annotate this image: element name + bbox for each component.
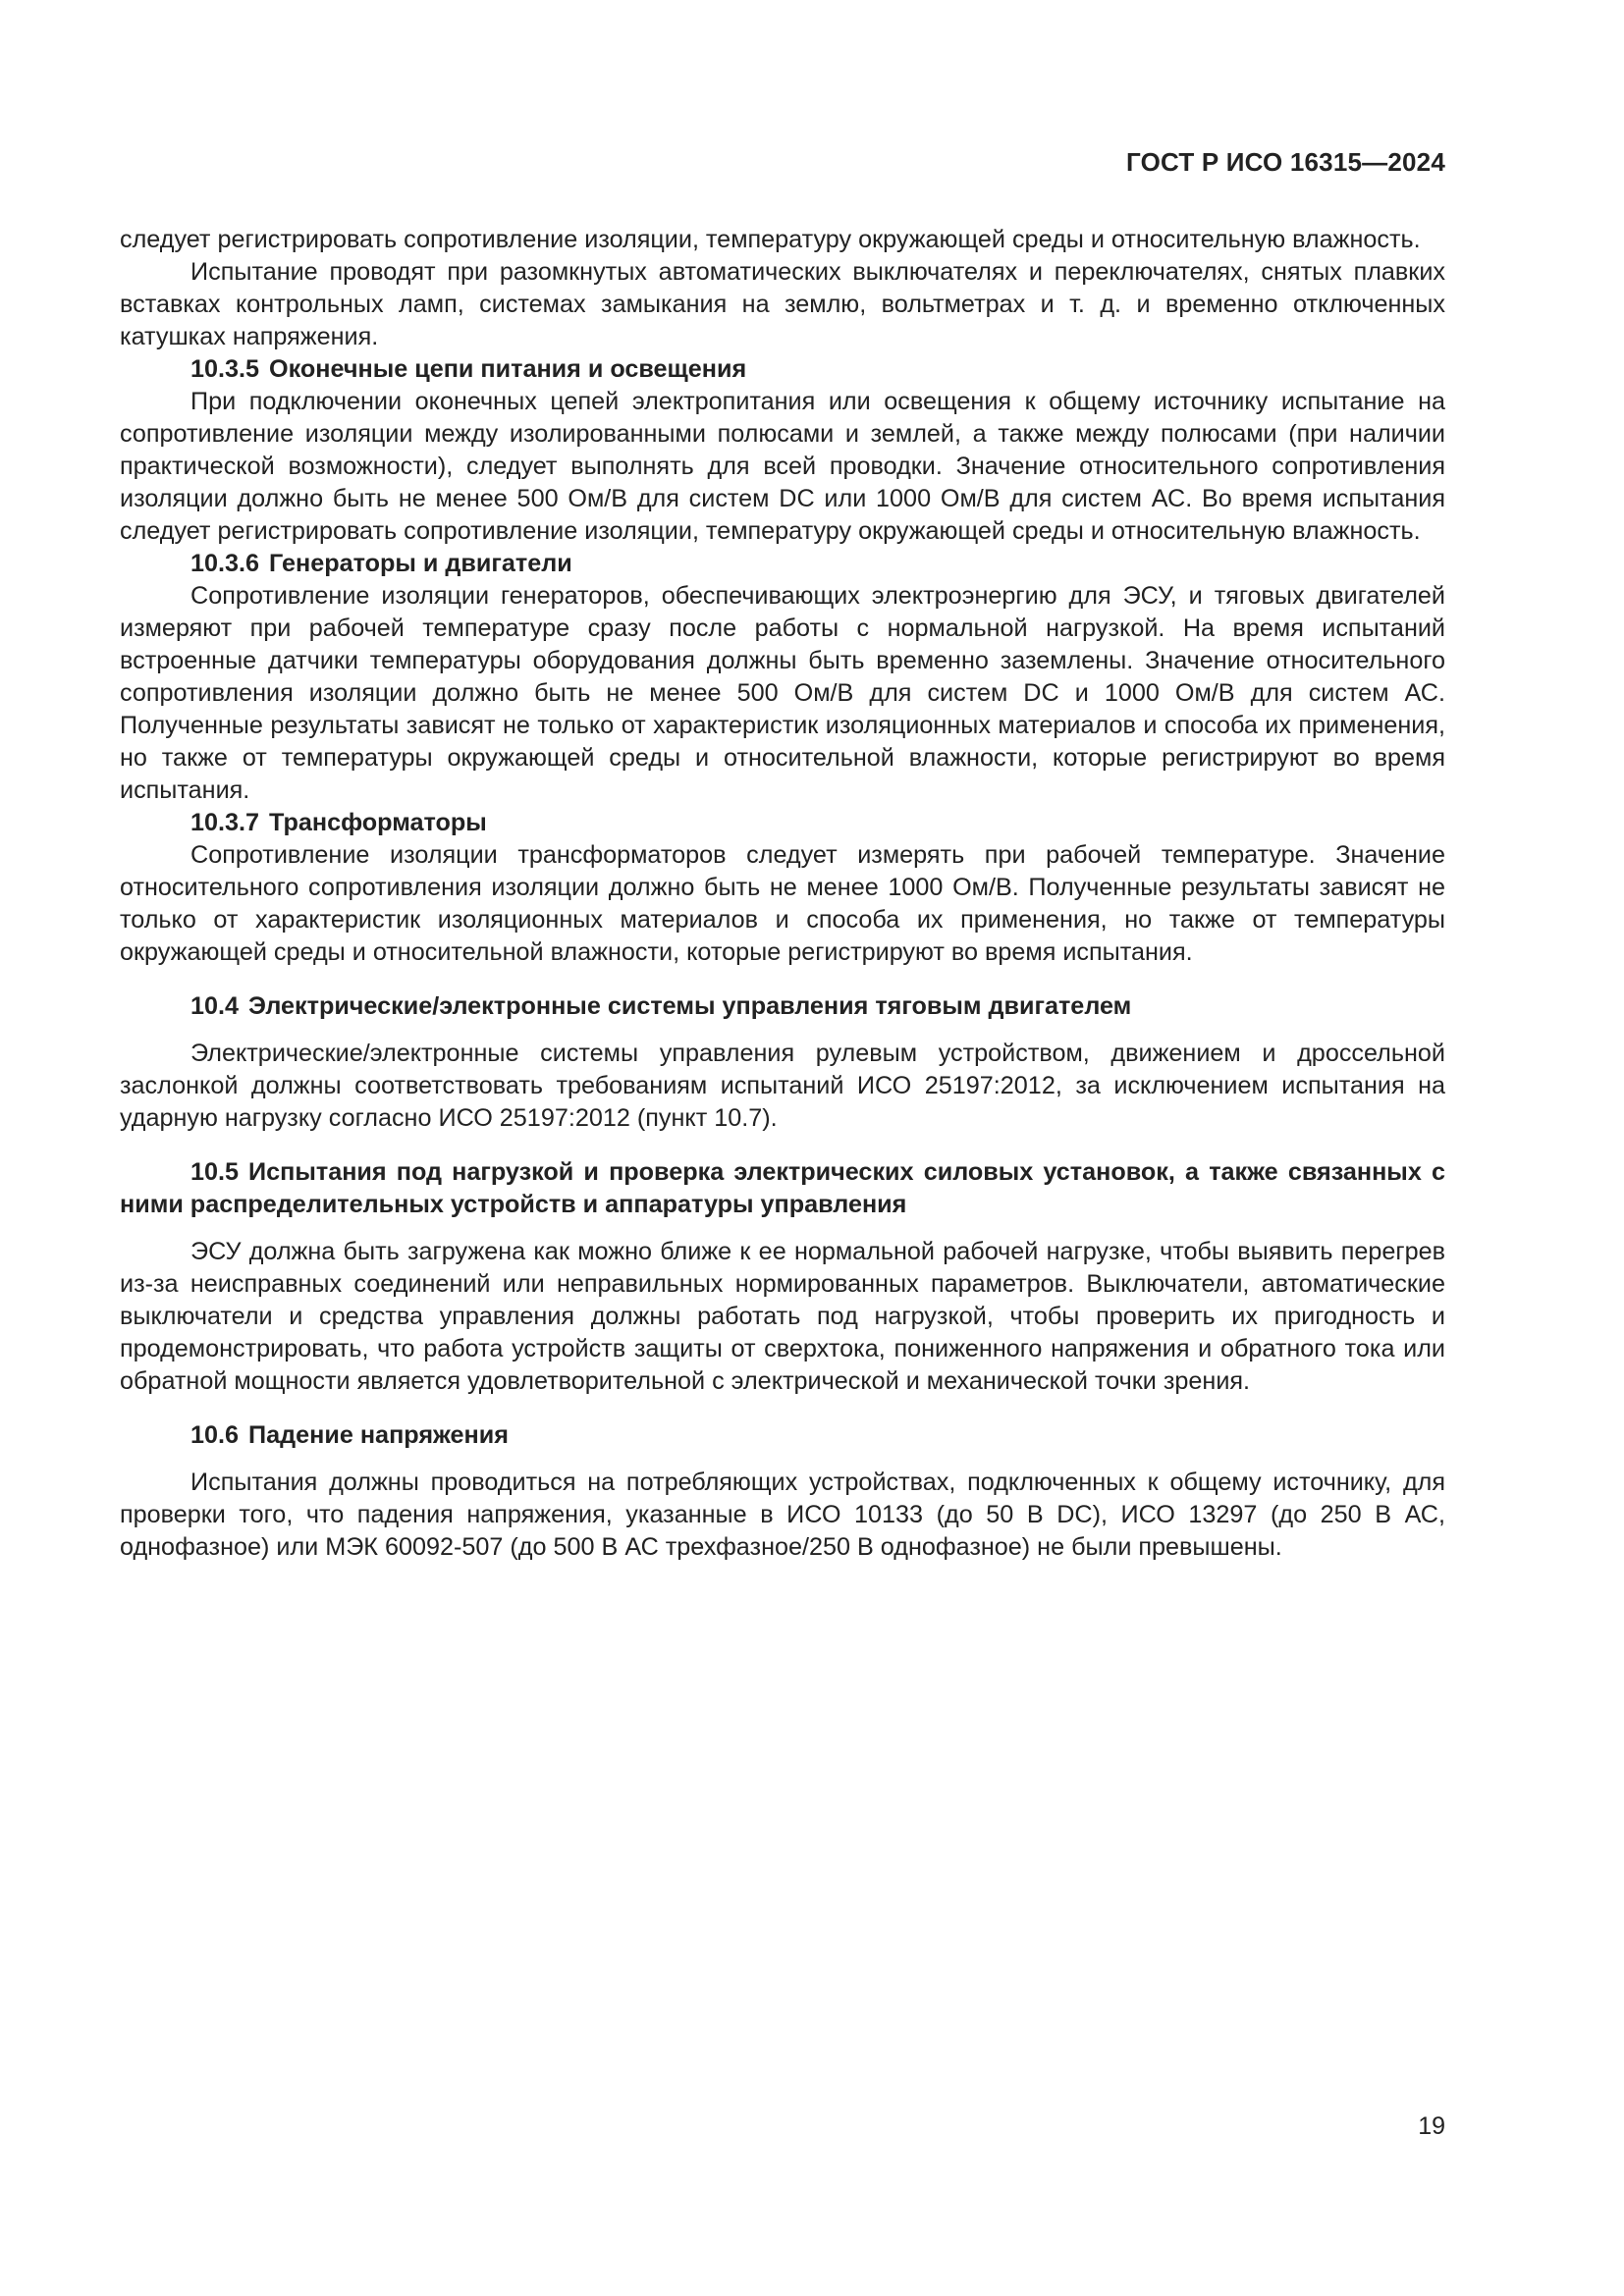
document-header: ГОСТ Р ИСО 16315—2024	[1125, 147, 1445, 177]
heading-title: Испытания под нагрузкой и проверка электрических силовых установок, а также связанных с ними распределительных устройств и аппаратуры управления	[120, 1158, 1445, 1218]
heading-10-4	[120, 990, 1445, 1023]
paragraph-10-3-6: Сопротивление изоляции генераторов, обеспечивающих электроэнергию для ЭСУ, и тяговых двигателей измеряют при рабочей температуре сразу после работы с нормальной нагрузкой. На время испытаний встроенные датчики температуры оборудования должны быть временно заземлены. Значение относительного сопротивления изоляции должно быть не менее 500 Ом/В для систем DC и 1000 Ом/В для систем АС. Полученные результаты зависят не только от характеристик изоляционных материалов и способа их применения, но также от температуры окружающей среды и относительной влажности, которые регистрируют во время испытания.	[120, 582, 1445, 804]
heading-number: 10.4	[190, 992, 240, 1020]
heading-10-5	[120, 1156, 1445, 1221]
heading-number: 10.3.7	[190, 809, 260, 836]
heading-number: 10.6	[190, 1421, 240, 1449]
paragraph-10-6: Испытания должны проводиться на потребляющих устройствах, подключенных к общему источнику, для проверки того, что падения напряжения, указанные в ИСО 10133 (до 50 В DC), ИСО 13297 (до 250 В АС, однофазное) или МЭК 60092-507 (до 500 В АС трехфазное/250 В однофазное) не были превышены.	[120, 1468, 1445, 1561]
heading-number: 10.3.6	[190, 550, 260, 577]
paragraph-10-5: ЭСУ должна быть загружена как можно ближе к ее нормальной рабочей нагрузке, чтобы выявить перегрев из-за неисправных соединений или неправильных нормированных параметров. Выключатели, автоматические выключатели и средства управления должны работать под нагрузкой, чтобы проверить их пригодность и продемонстрировать, что работа устройств защиты от сверхтока, пониженного напряжения и обратного тока или обратной мощности является удовлетворительной с электрической и механической точки зрения.	[120, 1238, 1445, 1395]
heading-title: Электрические/электронные системы управления тяговым двигателем	[248, 992, 1132, 1020]
paragraph-10-4: Электрические/электронные системы управления рулевым устройством, движением и дроссельной заслонкой должны соответствовать требованиям испытаний ИСО 25197:2012, за исключением испытания на ударную нагрузку согласно ИСО 25197:2012 (пункт 10.7).	[120, 1040, 1445, 1132]
heading-10-6	[120, 1419, 1445, 1452]
heading-10-3-7	[120, 807, 1445, 839]
paragraph-continuation: следует регистрировать сопротивление изоляции, температуру окружающей среды и относительную влажность.	[120, 226, 1421, 253]
heading-number: 10.3.5	[190, 355, 260, 383]
paragraph-test-conditions: Испытание проводят при разомкнутых автоматических выключателях и переключателях, снятых плавких вставках контрольных ламп, системах замыкания на землю, вольтметрах и т. д. и временно отключенных катушках напряжения.	[120, 258, 1445, 350]
page-number: 19	[1418, 2112, 1445, 2140]
heading-title: Оконечные цепи питания и освещения	[269, 355, 747, 383]
heading-10-3-5	[120, 353, 1445, 386]
page-body	[120, 224, 1445, 1564]
paragraph-10-3-5: При подключении оконечных цепей электропитания или освещения к общему источнику испытание на сопротивление изоляции между изолированными полюсами и землей, а также между полюсами (при наличии практической возможности), следует выполнять для всей проводки. Значение относительного сопротивления изоляции должно быть не менее 500 Ом/В для систем DC или 1000 Ом/В для систем АС. Во время испытания следует регистрировать сопротивление изоляции, температуру окружающей среды и относительную влажность.	[120, 388, 1445, 545]
heading-title: Генераторы и двигатели	[269, 550, 572, 577]
heading-title: Падение напряжения	[248, 1421, 509, 1449]
heading-10-3-6	[120, 548, 1445, 580]
paragraph-10-3-7: Сопротивление изоляции трансформаторов следует измерять при рабочей температуре. Значение относительного сопротивления изоляции должно быть не менее 1000 Ом/В. Полученные результаты зависят не только от характеристик изоляционных материалов и способа их применения, но также от температуры окружающей среды и относительной влажности, которые регистрируют во время испытания.	[120, 841, 1445, 966]
heading-number: 10.5	[190, 1158, 240, 1186]
heading-title: Трансформаторы	[269, 809, 487, 836]
